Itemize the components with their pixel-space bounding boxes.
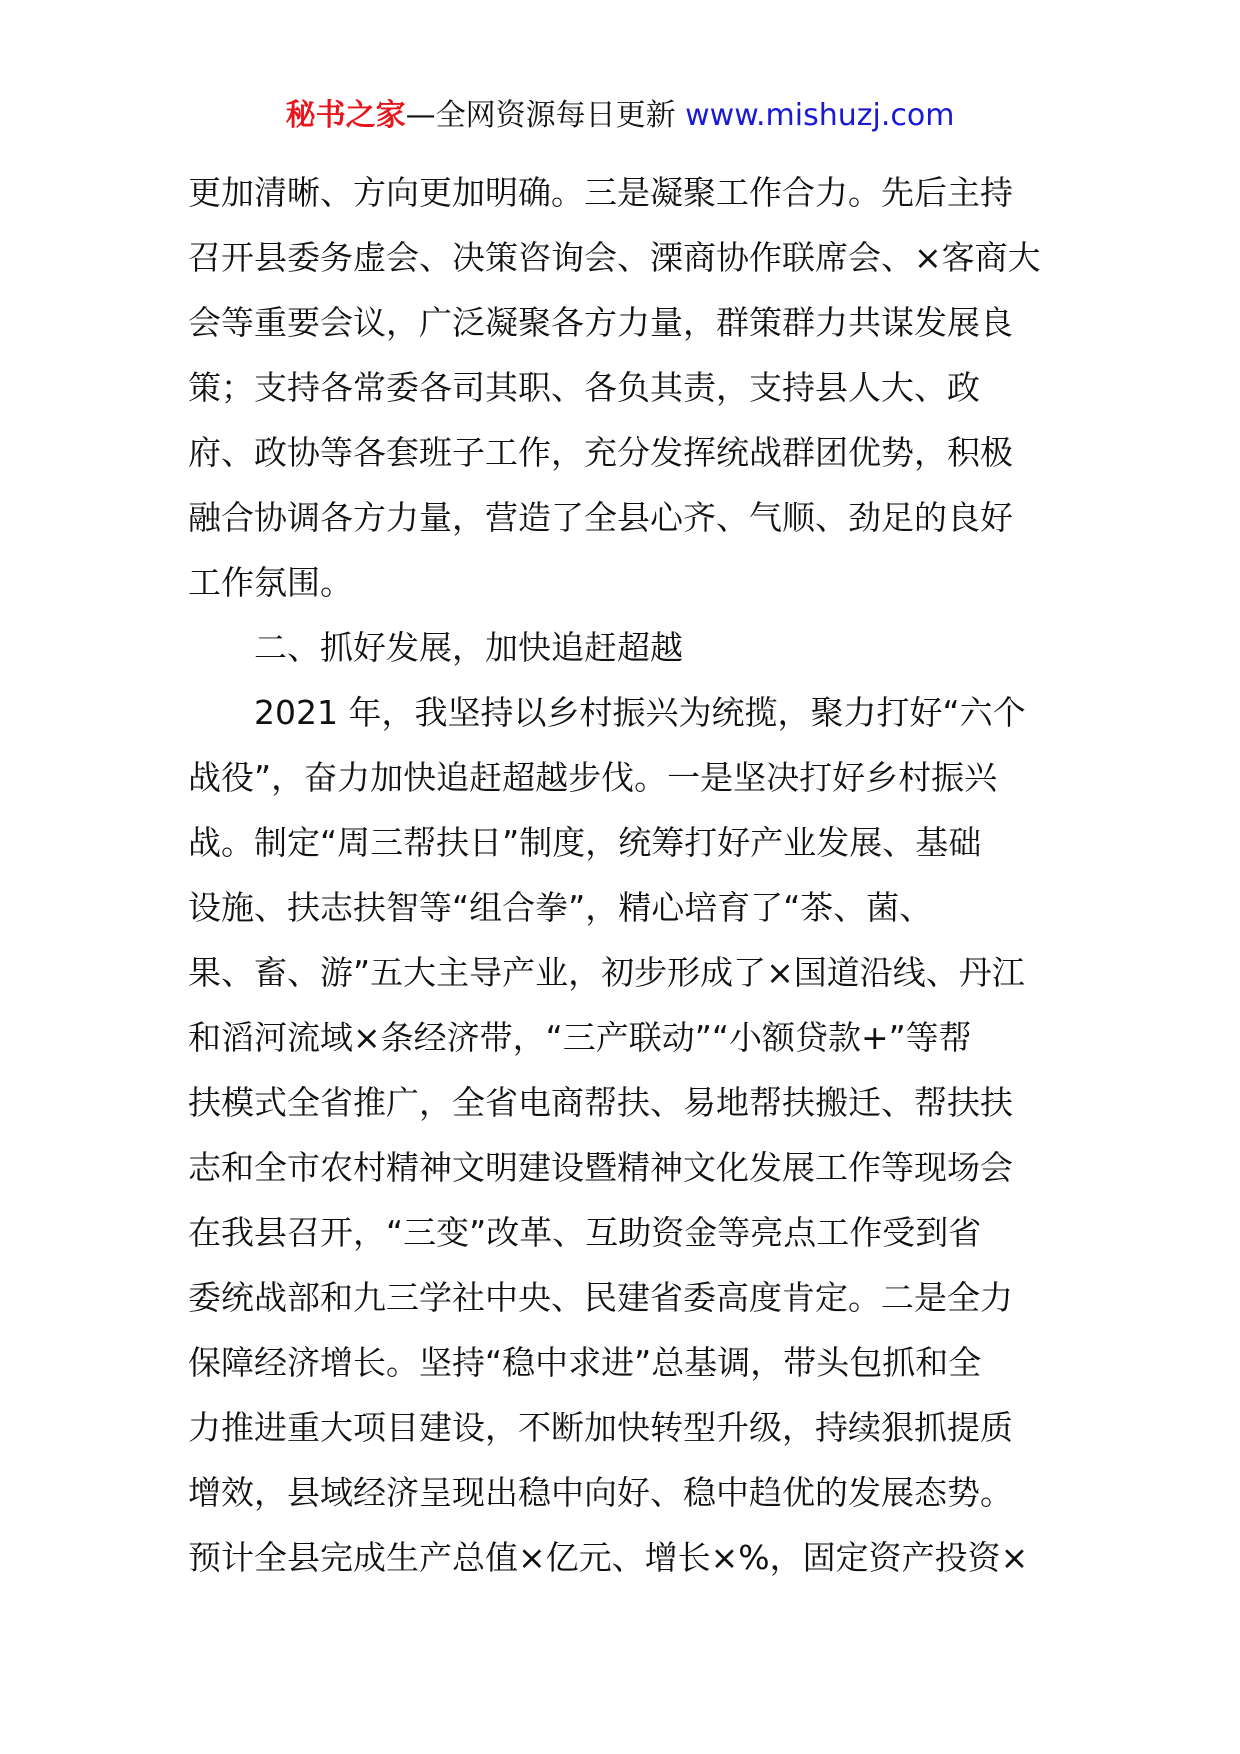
text-line: 设施、扶志扶智等“组合拳”，精心培育了“茶、菌、 [188, 888, 933, 927]
text-line: 府、政协等各套班子工作，充分发挥统战群团优势，积极 [188, 433, 1013, 472]
document-body [188, 160, 1064, 1590]
text-line: 更加清晰、方向更加明确。三是凝聚工作合力。先后主持 [188, 173, 1013, 212]
text-line: 委统战部和九三学社中央、民建省委高度肯定。二是全力 [188, 1278, 1013, 1317]
site-brand: 秘书之家 [285, 98, 406, 133]
text-line: 果、畜、游”五大主导产业，初步形成了×国道沿线、丹江 [188, 953, 1025, 992]
text-line: 战。制定“周三帮扶日”制度，统筹打好产业发展、基础 [188, 823, 982, 862]
text-line: 召开县委务虚会、决策咨询会、溧商协作联席会、×客商大 [188, 238, 1041, 277]
text-line: 保障经济增长。坚持“稳中求进”总基调，带头包抓和全 [188, 1343, 982, 1382]
text-line: 增效，县域经济呈现出稳中向好、稳中趋优的发展态势。 [188, 1473, 1013, 1512]
text-line: 力推进重大项目建设，不断加快转型升级，持续狠抓提质 [188, 1408, 1013, 1447]
text-line: 策；支持各常委各司其职、各负其责，支持县人大、政 [188, 368, 980, 407]
section-heading: 二、抓好发展，加快追赶超越 [254, 628, 683, 667]
text-line: 扶模式全省推广，全省电商帮扶、易地帮扶搬迁、帮扶扶 [188, 1083, 1013, 1122]
text-line: 工作氛围。 [188, 563, 353, 602]
text-line: 融合协调各方力量，营造了全县心齐、气顺、劲足的良好 [188, 498, 1013, 537]
text-line: 预计全县完成生产总值×亿元、增长×%，固定资产投资× [188, 1538, 1029, 1577]
text-line: 战役”，奋力加快追赶超越步伐。一是坚决打好乡村振兴 [188, 758, 998, 797]
site-tagline: —全网资源每日更新 [405, 98, 686, 133]
text-line: 在我县召开，“三变”改革、互助资金等亮点工作受到省 [188, 1213, 982, 1252]
site-header [0, 96, 1240, 136]
text-line: 志和全市农村精神文明建设暨精神文化发展工作等现场会 [188, 1148, 1013, 1187]
site-url-link[interactable]: www.mishuzj.com [685, 98, 955, 133]
text-line: 会等重要会议，广泛凝聚各方力量，群策群力共谋发展良 [188, 303, 1013, 342]
paragraph-first-line: 2021 年，我坚持以乡村振兴为统揽，聚力打好“六个 [254, 693, 1026, 732]
text-line: 和滔河流域×条经济带，“三产联动”“小额贷款+”等帮 [188, 1018, 972, 1057]
